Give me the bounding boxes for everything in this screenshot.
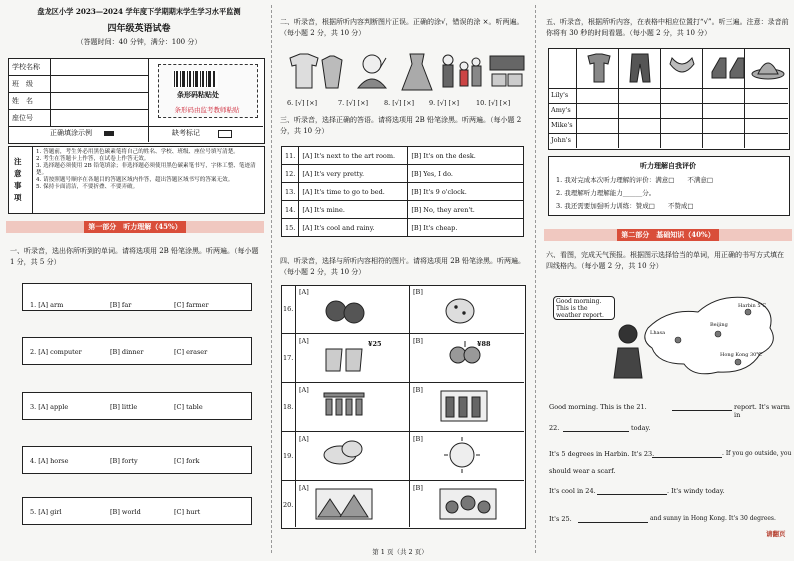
q6-blank-23[interactable] (652, 457, 722, 458)
q1-option-b[interactable]: [B] little (110, 403, 138, 411)
absent-checkbox[interactable] (218, 130, 232, 138)
q3-table (281, 146, 524, 237)
potato-icon (446, 299, 474, 323)
q1-option-c[interactable]: [C] eraser (174, 348, 208, 356)
notes-item: 3. 选择题必须使用 2B 铅笔填涂；非选择题必须使用黑色碳素笔书写，字体工整、笔迹清楚。 (36, 163, 256, 176)
q4-option-b[interactable]: [B] (413, 337, 423, 345)
q1-option-a[interactable]: 2. [A] computer (30, 348, 82, 356)
exam-time-note: （答题时间：40 分钟，满分：100 分） (76, 38, 202, 46)
fill-example-mark (104, 131, 114, 136)
exam-subtitle: 四年级英语试卷 (107, 24, 171, 34)
q6-sentence: Good morning. This is the 21. (549, 403, 647, 411)
q3-number: 11. (282, 147, 299, 165)
part1-label: 第一部分 听力理解（45%） (84, 221, 185, 233)
barcode-note: 条形码由监考教师粘贴 (174, 106, 240, 114)
q6-sentence: It's cool in 24. (549, 487, 596, 495)
cloud-icon (324, 441, 362, 464)
notes-list (36, 149, 260, 191)
notes-divider (32, 146, 33, 213)
column-separator (271, 5, 272, 553)
q3-option-a[interactable]: [A] It's cool and rainy. (299, 219, 408, 237)
q5-instruction: 五、听录音，根据所听内容，在表格中相应位置打“√”。听三遍。注意：录音前你将有 30 秒的时间看题。（每小题 2 分，共 10 分） (546, 18, 789, 37)
turn-page-note: 请翻页 (766, 530, 786, 538)
notes-item: 4. 请按照题号顺序在各题目的答题区域内作答，超出答题区域书写的答案无效。 (36, 177, 234, 183)
seat-input[interactable] (52, 110, 139, 125)
q3-number: 15. (282, 219, 299, 237)
people-exercise-icon (324, 393, 364, 415)
garden-scene-icon (440, 489, 496, 519)
q1-option-a[interactable]: 3. [A] apple (30, 403, 69, 411)
q3-number: 12. (282, 165, 299, 183)
notes-label: 注意事项 (14, 157, 22, 202)
q3-option-b[interactable]: [B] It's 9 o'clock. (408, 183, 524, 201)
scarf-icon (670, 58, 694, 72)
students-icon (441, 391, 487, 421)
school-input[interactable] (52, 59, 139, 74)
q2-mark-10[interactable]: 10. [√] [×] (476, 99, 511, 107)
q1-option-c[interactable]: [C] fork (174, 457, 200, 465)
q2-mark-6[interactable]: 6. [√] [×] (287, 99, 318, 107)
q6-sentence-post: report. It's warm in (734, 403, 790, 419)
map-label: Hong Kong 30℃ (720, 352, 762, 358)
q5-name: Amy's (551, 106, 571, 114)
q4-option-b[interactable]: [B] (413, 484, 423, 492)
q1-instruction: 一、听录音，选出你所听到的单词。请将选项用 2B 铅笔涂黑。听两遍。（每小题 1 分，共 5 分） (10, 247, 259, 266)
q6-blank-25[interactable] (578, 522, 648, 523)
q4-number: 18. (283, 403, 294, 411)
q6-sentence-post: . It's windy today. (667, 487, 725, 495)
q6-blank-24[interactable] (597, 494, 667, 495)
q1-option-b[interactable]: [B] world (110, 508, 141, 516)
q2-mark-8[interactable]: 8. [√] [×] (384, 99, 415, 107)
part2-band (544, 229, 792, 241)
notes-item: 2. 考生在答题卡上作答，在试卷上作答无效。 (36, 156, 150, 162)
seat-label: 座位号 (12, 114, 33, 122)
farm-scene-icon (316, 489, 372, 519)
q4-option-b[interactable]: [B] (413, 435, 423, 443)
boy-eating-icon (358, 55, 386, 88)
q6-sentence-post: today. (631, 424, 651, 432)
sun-icon (444, 437, 480, 473)
gloves-icon (326, 349, 362, 371)
q6-blank-21[interactable] (672, 410, 732, 411)
q4-option-b[interactable]: [B] (413, 386, 423, 394)
reporter-icon (614, 325, 642, 378)
class-input[interactable] (52, 76, 139, 91)
map-label: Beijing (710, 322, 728, 328)
q4-number: 19. (283, 452, 294, 460)
q4-pictures (296, 285, 524, 527)
q6-sentence-post: and sunny in Hong Kong. It's 30 degrees. (650, 515, 776, 522)
q1-option-b[interactable]: [B] forty (110, 457, 138, 465)
q3-option-b[interactable]: [B] It's cheap. (408, 219, 524, 237)
absent-label: 缺考标记 (172, 129, 200, 137)
q1-option-a[interactable]: 1. [A] arm (30, 301, 64, 309)
q1-option-b[interactable]: [B] far (110, 301, 132, 309)
exam-header-title: 盘龙区小学 2023—2024 学年度下学期期末学生学习水平监测 (37, 7, 241, 16)
self-eval-item[interactable]: 2. 我理解听力理解能力______分。 (556, 189, 656, 197)
q2-mark-9[interactable]: 9. [√] [×] (429, 99, 460, 107)
q3-option-a[interactable]: [A] It's mine. (299, 201, 408, 219)
q3-option-a[interactable]: [A] It's next to the art room. (299, 147, 408, 165)
tomatoes-icon (326, 301, 364, 323)
q2-mark-7[interactable]: 7. [√] [×] (338, 99, 369, 107)
hat-icon (752, 63, 784, 79)
name-input[interactable] (52, 93, 139, 108)
name-label: 姓 名 (12, 97, 33, 105)
column-separator (535, 5, 536, 553)
class-label: 班 级 (12, 80, 33, 88)
self-eval-item[interactable]: 1. 我对完成本次听力理解的评价：满意□ 不满意□ (556, 176, 714, 184)
family-icon (443, 55, 481, 87)
map-label: Lhasa (650, 330, 666, 336)
mittens-icon (450, 341, 480, 363)
q4-option-a[interactable]: [A] (299, 386, 309, 394)
barcode-label: 条形码粘贴处 (177, 90, 219, 99)
q1-option-c[interactable]: [C] hurt (174, 508, 201, 516)
q3-option-b[interactable]: [B] Yes, I do. (408, 165, 524, 183)
q1-option-c[interactable]: [C] table (174, 403, 203, 411)
q6-sentence-post: . If you go outside, you (722, 450, 792, 457)
q1-option-a[interactable]: 5. [A] girl (30, 508, 62, 516)
q6-sentence: It's 25. (549, 515, 572, 523)
q6-sentence: 22. (549, 424, 560, 432)
q3-number: 13. (282, 183, 299, 201)
q6-blank-22[interactable] (563, 431, 629, 432)
q4-option-a[interactable]: [A] (299, 435, 309, 443)
q4-number: 17. (283, 354, 294, 362)
barcode-icon (172, 70, 218, 88)
q4-option-b[interactable]: [B] (413, 288, 423, 296)
notes-item: 5. 保持卡面清洁，不要折叠、不要弄破。 (36, 184, 139, 190)
q6-sentence: It's 5 degrees in Harbin. It's 23. (549, 450, 655, 458)
fill-example-label: 正确填涂示例 (50, 129, 92, 137)
q3-instruction: 三、听录音，选择正确的答语。请将选项用 2B 铅笔涂黑。听两遍。（每小题 2 分，共 10 分） (280, 116, 522, 135)
q4-price-a: ¥25 (368, 340, 382, 348)
q1-option-c[interactable]: [C] farmer (174, 301, 209, 309)
q3-option-a[interactable]: [A] It's very pretty. (299, 165, 408, 183)
q3-option-a[interactable]: [A] It's time to go to bed. (299, 183, 408, 201)
trousers-icon (630, 54, 650, 82)
school-label: 学校名称 (12, 63, 40, 71)
speech-bubble-text: Good morning. This is the weather report. (556, 298, 604, 319)
q2-instruction: 二、听录音，根据所听内容判断图片正误。正确的涂√，错误的涂 ×。听两遍。（每小题 2 分，共 10 分） (280, 18, 524, 37)
self-eval-item[interactable]: 3. 我还需要加强听力训练：赞成□ 不赞成□ (556, 202, 694, 210)
q4-number: 20. (283, 501, 294, 509)
q5-name: John's (551, 136, 572, 144)
classroom-icon (490, 56, 524, 86)
q3-number: 14. (282, 201, 299, 219)
q4-option-a[interactable]: [A] (299, 484, 309, 492)
part1-band (6, 221, 264, 233)
q4-option-a[interactable]: [A] (299, 337, 309, 345)
self-eval-title: 听力理解自我评价 (640, 161, 696, 170)
q4-price-b: ¥88 (477, 340, 491, 348)
q4-number: 16. (283, 305, 294, 313)
notes-item: 1. 答题前，考生务必用黑色碳素笔将自己的姓名、学校、班级、座位号填写清楚。 (36, 149, 239, 155)
q6-sentence: should wear a scarf. (549, 467, 616, 475)
q5-name: Mike's (551, 121, 573, 129)
page-number: 第 1 页（共 2 页） (372, 548, 428, 556)
q6-instruction: 六、看图，完成天气预报。根据图示选择恰当的单词，用正确的书写方式填在四线格内。（每小题 2 分，共 10 分） (546, 251, 784, 270)
sweater-icon (290, 54, 342, 88)
t-shirt-icon (588, 54, 610, 82)
q5-name: Lily's (551, 91, 569, 99)
q1-option-b[interactable]: [B] dinner (110, 348, 144, 356)
q4-option-a[interactable]: [A] (299, 288, 309, 296)
q4-instruction: 四、听录音，选择与所听内容相符的图片。请将选项用 2B 铅笔涂黑。听两遍。（每小题 2 分，共 10 分） (280, 257, 526, 276)
shoes-icon (712, 58, 744, 78)
q3-option-b[interactable]: [B] No, they aren't. (408, 201, 524, 219)
map-label: Harbin 5℃ (738, 303, 767, 309)
dress-icon (402, 54, 432, 90)
q1-option-a[interactable]: 4. [A] horse (30, 457, 69, 465)
q2-pictures (282, 48, 528, 96)
q5-pictures (576, 50, 788, 86)
part2-label: 第二部分 基础知识（40%） (617, 229, 718, 241)
q3-option-b[interactable]: [B] It's on the desk. (408, 147, 524, 165)
